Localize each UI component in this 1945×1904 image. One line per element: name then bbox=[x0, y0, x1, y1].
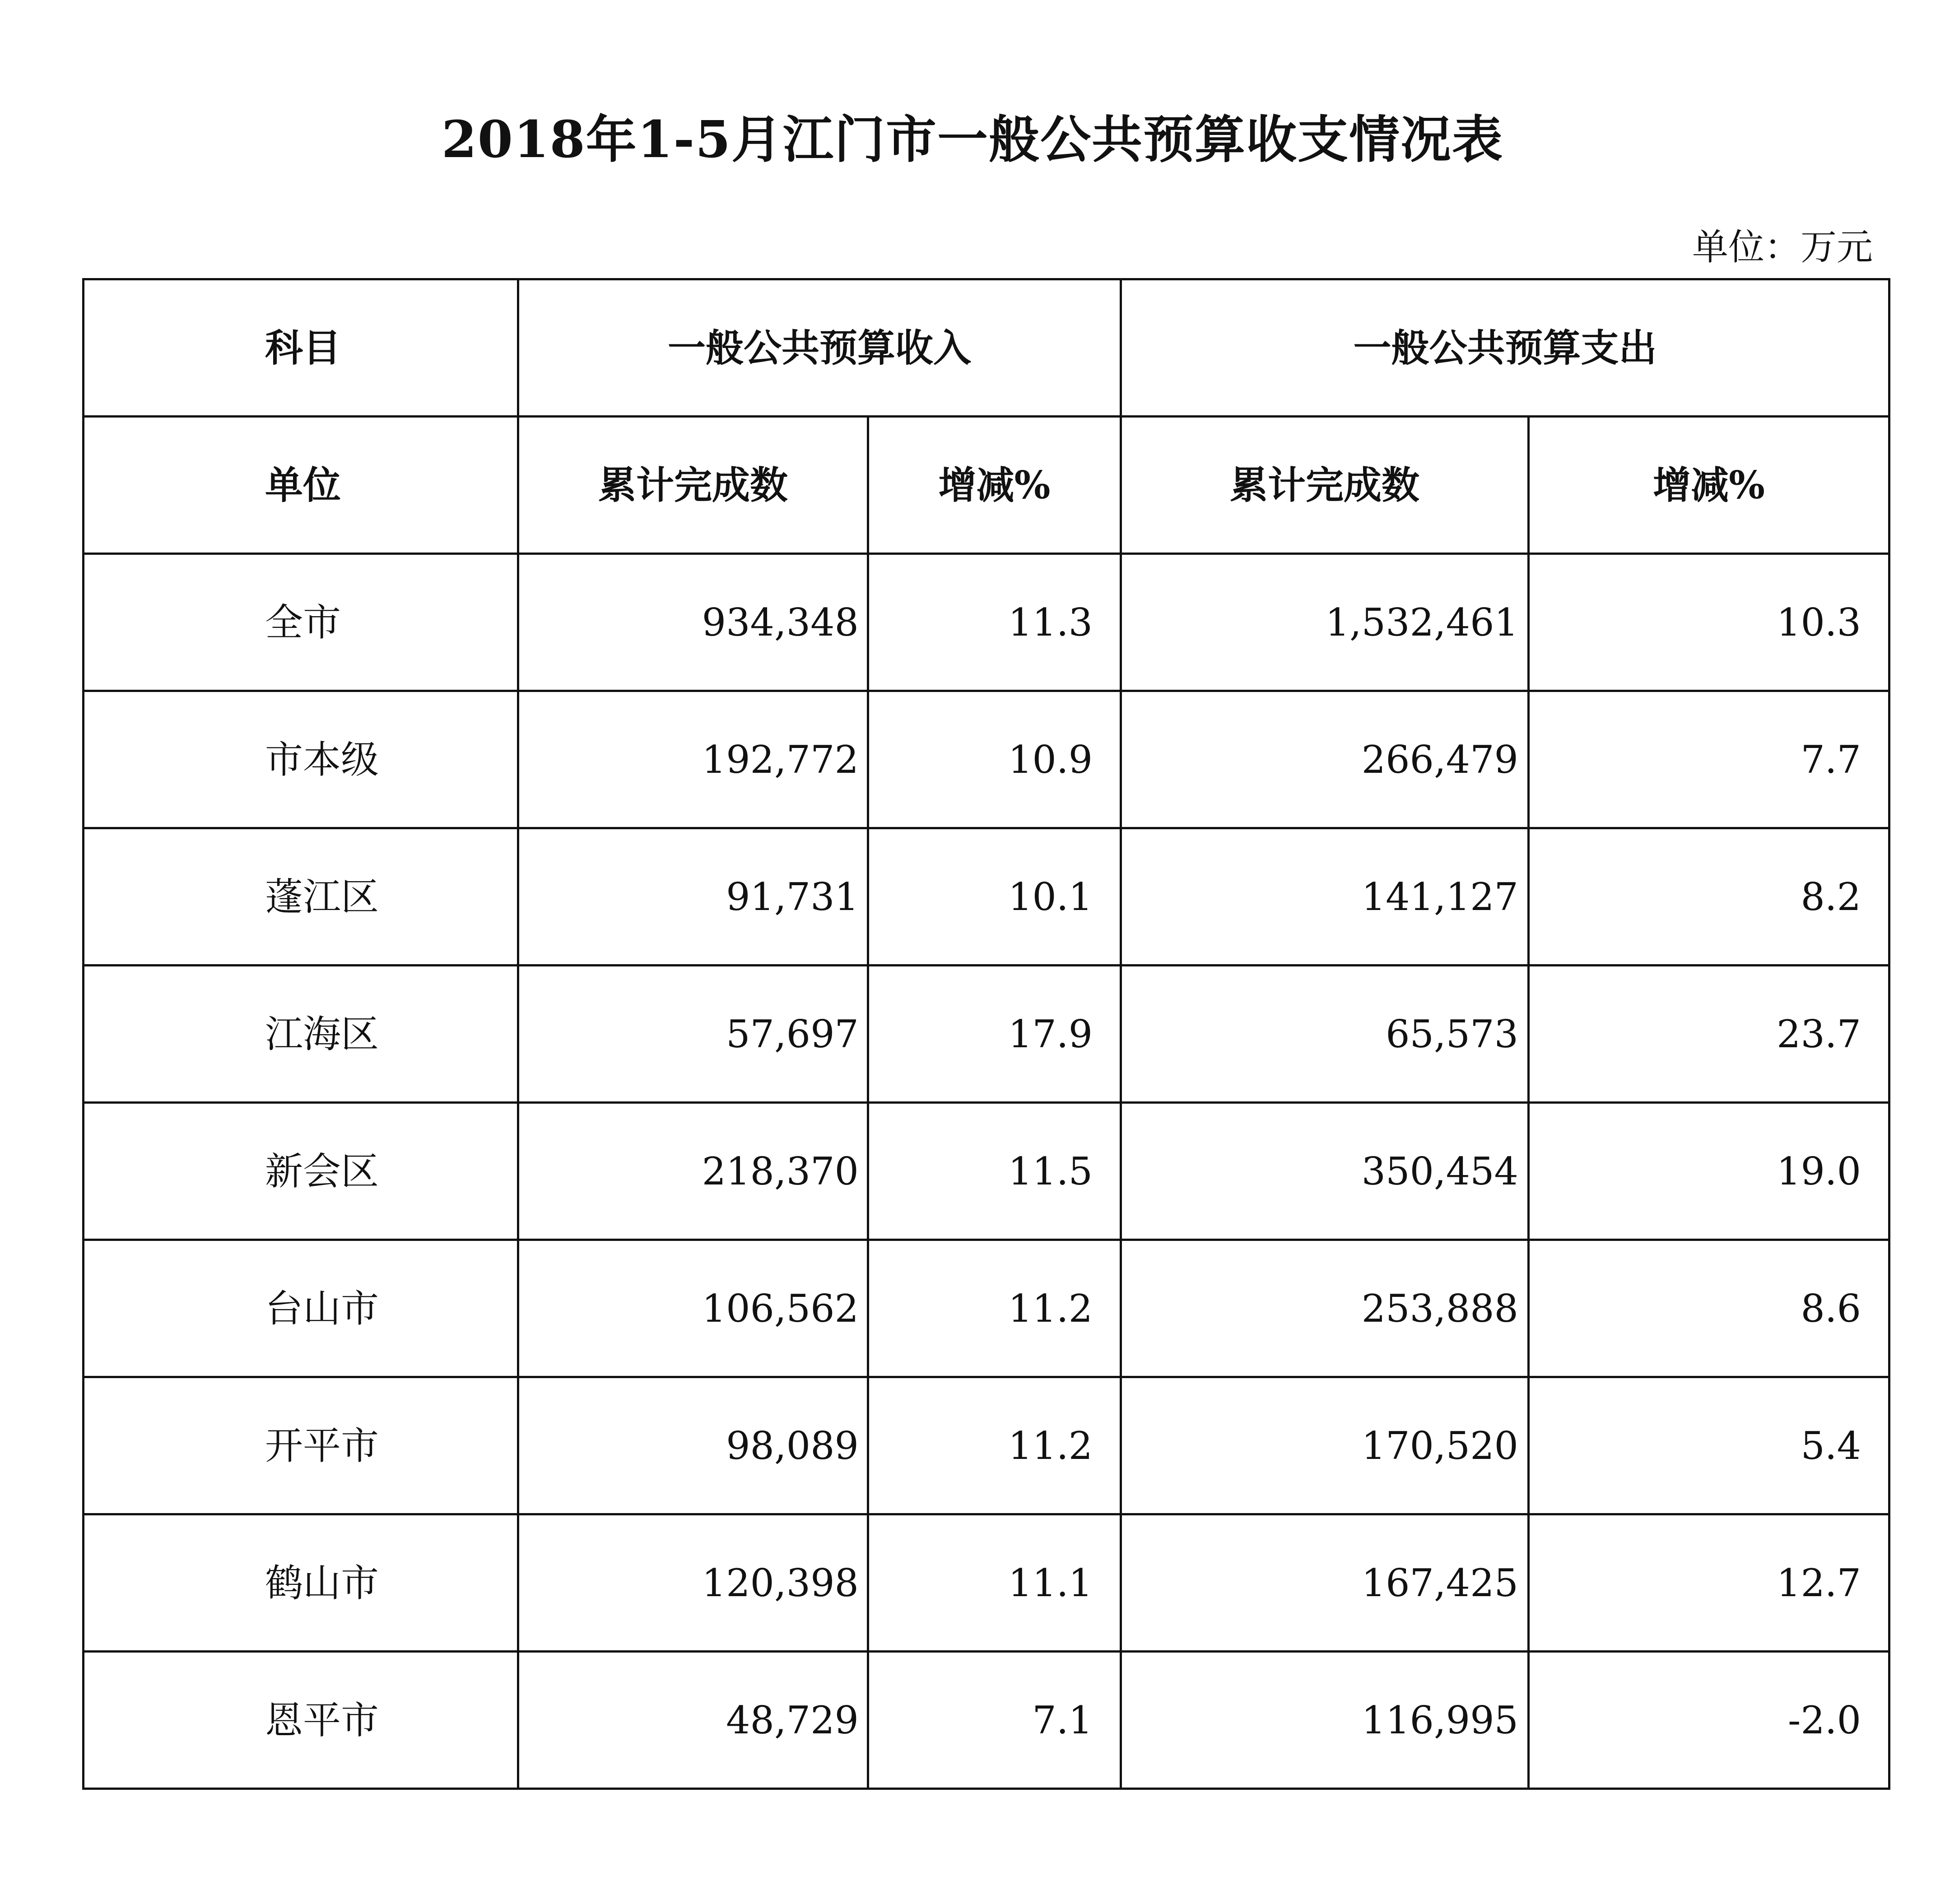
revenue-change-cell: 11.5 bbox=[868, 1103, 1121, 1240]
revenue-change-header: 增减% bbox=[868, 417, 1121, 554]
expenditure-total-cell: 167,425 bbox=[1121, 1514, 1529, 1652]
table-body bbox=[84, 554, 1889, 1789]
revenue-total-header: 累计完成数 bbox=[518, 417, 868, 554]
unit-cell: 鹤山市 bbox=[84, 1514, 518, 1652]
revenue-header: 一般公共预算收入 bbox=[518, 279, 1121, 417]
unit-cell: 全市 bbox=[84, 554, 518, 691]
expenditure-total-cell: 170,520 bbox=[1121, 1377, 1529, 1514]
table-row bbox=[84, 1240, 1889, 1377]
unit-header: 单位 bbox=[84, 417, 518, 554]
expenditure-total-cell: 141,127 bbox=[1121, 828, 1529, 966]
revenue-total-cell: 98,089 bbox=[518, 1377, 868, 1514]
revenue-change-cell: 11.1 bbox=[868, 1514, 1121, 1652]
revenue-total-cell: 934,348 bbox=[518, 554, 868, 691]
revenue-total-cell: 91,731 bbox=[518, 828, 868, 966]
revenue-change-cell: 17.9 bbox=[868, 966, 1121, 1103]
expenditure-change-cell: 5.4 bbox=[1529, 1377, 1889, 1514]
expenditure-total-header: 累计完成数 bbox=[1121, 417, 1529, 554]
unit-label: 单位：万元 bbox=[1692, 226, 1873, 268]
unit-cell: 市本级 bbox=[84, 691, 518, 828]
revenue-total-cell: 57,697 bbox=[518, 966, 868, 1103]
unit-cell: 新会区 bbox=[84, 1103, 518, 1240]
table-row bbox=[84, 1377, 1889, 1514]
revenue-total-cell: 192,772 bbox=[518, 691, 868, 828]
table-row bbox=[84, 828, 1889, 966]
table-row bbox=[84, 1652, 1889, 1789]
unit-cell: 蓬江区 bbox=[84, 828, 518, 966]
expenditure-change-cell: 12.7 bbox=[1529, 1514, 1889, 1652]
unit-cell: 江海区 bbox=[84, 966, 518, 1103]
revenue-change-cell: 11.2 bbox=[868, 1377, 1121, 1514]
revenue-change-cell: 11.2 bbox=[868, 1240, 1121, 1377]
revenue-total-cell: 48,729 bbox=[518, 1652, 868, 1789]
table-row bbox=[84, 1514, 1889, 1652]
table-row bbox=[84, 966, 1889, 1103]
subject-header: 科目 bbox=[84, 279, 518, 417]
budget-table bbox=[82, 278, 1890, 1790]
expenditure-change-cell: -2.0 bbox=[1529, 1652, 1889, 1789]
unit-cell: 开平市 bbox=[84, 1377, 518, 1514]
table-row bbox=[84, 691, 1889, 828]
expenditure-change-cell: 8.6 bbox=[1529, 1240, 1889, 1377]
revenue-change-cell: 10.9 bbox=[868, 691, 1121, 828]
revenue-total-cell: 106,562 bbox=[518, 1240, 868, 1377]
unit-cell: 台山市 bbox=[84, 1240, 518, 1377]
revenue-change-cell: 7.1 bbox=[868, 1652, 1121, 1789]
unit-cell: 恩平市 bbox=[84, 1652, 518, 1789]
table-row bbox=[84, 554, 1889, 691]
expenditure-change-cell: 10.3 bbox=[1529, 554, 1889, 691]
expenditure-change-cell: 7.7 bbox=[1529, 691, 1889, 828]
expenditure-total-cell: 116,995 bbox=[1121, 1652, 1529, 1789]
expenditure-header: 一般公共预算支出 bbox=[1121, 279, 1889, 417]
expenditure-total-cell: 266,479 bbox=[1121, 691, 1529, 828]
revenue-total-cell: 120,398 bbox=[518, 1514, 868, 1652]
revenue-change-cell: 11.3 bbox=[868, 554, 1121, 691]
expenditure-change-header: 增减% bbox=[1529, 417, 1889, 554]
page-title: 2018年1-5月江门市一般公共预算收支情况表 bbox=[441, 110, 1504, 169]
expenditure-total-cell: 1,532,461 bbox=[1121, 554, 1529, 691]
table-row bbox=[84, 1103, 1889, 1240]
expenditure-total-cell: 253,888 bbox=[1121, 1240, 1529, 1377]
revenue-total-cell: 218,370 bbox=[518, 1103, 868, 1240]
expenditure-total-cell: 350,454 bbox=[1121, 1103, 1529, 1240]
expenditure-change-cell: 8.2 bbox=[1529, 828, 1889, 966]
expenditure-change-cell: 19.0 bbox=[1529, 1103, 1889, 1240]
expenditure-change-cell: 23.7 bbox=[1529, 966, 1889, 1103]
revenue-change-cell: 10.1 bbox=[868, 828, 1121, 966]
expenditure-total-cell: 65,573 bbox=[1121, 966, 1529, 1103]
header-row-columns bbox=[84, 417, 1889, 554]
header-row-subject bbox=[84, 279, 1889, 417]
